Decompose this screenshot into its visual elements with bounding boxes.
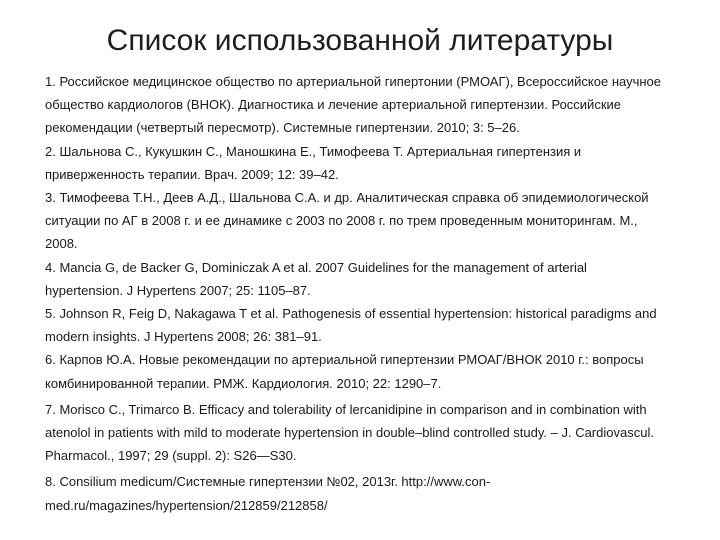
reference-line: atenolol in patients with mild to moderate hypertension in double–blind controlled study. – J. Cardiovascul. — [45, 425, 654, 441]
reference-line: modern insights. J Hypertens 2008; 26: 381–91. — [45, 329, 322, 345]
reference-line: приверженность терапии. Врач. 2009; 12: 39–42. — [45, 166, 339, 182]
reference-line: 3. Тимофеева Т.Н., Деев А.Д., Шальнова С.А. и др. Аналитическая справка об эпидемиологической — [45, 190, 649, 206]
reference-item — [45, 256, 685, 302]
reference-line: рекомендации (четвертый пересмотр). Системные гипертензии. 2010; 3: 5–26. — [45, 120, 520, 136]
reference-list — [45, 70, 685, 517]
reference-item — [45, 348, 685, 394]
reference-line: общество кардиологов (ВНОК). Диагностика и лечение артериальной гипертензии. Российские — [45, 97, 621, 113]
reference-line: 6. Карпов Ю.А. Новые рекомендации по артериальной гипертензии РМОАГ/ВНОК 2010 г.: вопросы — [45, 352, 644, 368]
reference-line: 2008. — [45, 236, 78, 252]
reference-line: 2. Шальнова С., Кукушкин С., Маношкина Е., Тимофеева Т. Артериальная гипертензия и — [45, 143, 582, 159]
reference-line: 4. Mancia G, de Backer G, Dominiczak A et al. 2007 Guidelines for the management of arterial — [45, 259, 587, 275]
reference-item — [45, 398, 685, 468]
reference-item — [45, 70, 685, 140]
reference-line: комбинированной терапии. РМЖ. Кардиология. 2010; 22: 1290–7. — [45, 375, 442, 391]
reference-item — [45, 140, 685, 186]
reference-line: Pharmacol., 1997; 29 (suppl. 2): S26—S30. — [45, 448, 297, 464]
reference-line: 1. Российское медицинское общество по артериальной гипертонии (РМОАГ), Всероссийское научное — [45, 74, 662, 89]
reference-line: 5. Johnson R, Feig D, Nakagawa T et al. Pathogenesis of essential hypertension: historical paradigms and — [45, 306, 657, 322]
reference-item — [45, 302, 685, 348]
reference-item — [45, 470, 685, 516]
reference-line: hypertension. J Hypertens 2007; 25: 1105–87. — [45, 282, 311, 298]
reference-line: 8. Consilium medicum/Системные гипертензии №02, 2013г. http://www.con- — [45, 474, 491, 490]
reference-line: 7. Morisco C., Trimarco B. Efficacy and tolerability of lercanidipine in comparison and in combination with — [45, 401, 647, 417]
reference-line: ситуации по АГ в 2008 г. и ее динамике с 2003 по 2008 г. по трем проведенным мониторингам. М., — [45, 213, 638, 229]
reference-link-line: med.ru/magazines/hypertension/212859/212858/ — [45, 497, 328, 513]
slide-title: Список использованной литературы — [106, 24, 614, 57]
reference-item — [45, 186, 685, 256]
